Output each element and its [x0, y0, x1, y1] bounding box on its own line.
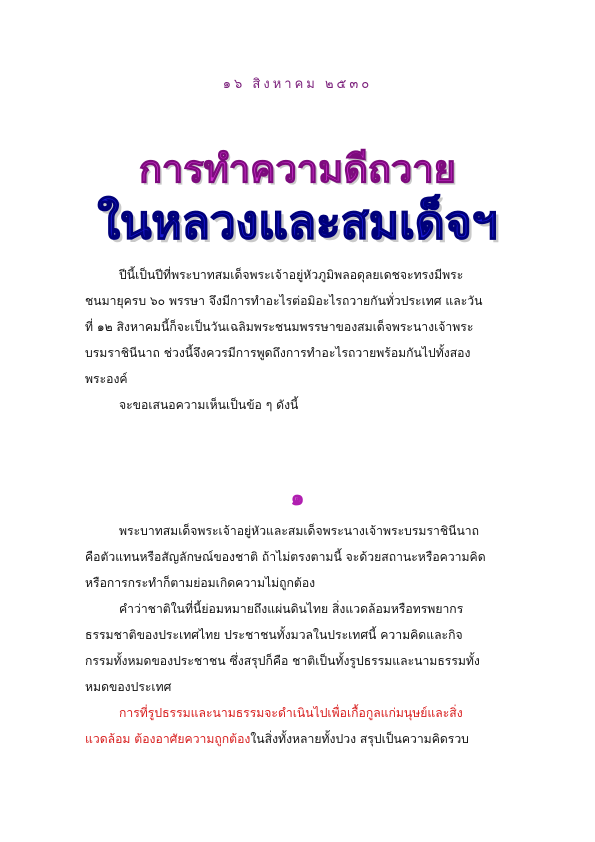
text-line: ธรรมชาติของประเทศไทย ประชาชนทั้งมวลในประเทศนี้ ความคิดและกิจ — [85, 628, 463, 642]
title-line-1: การทำความดีถวาย — [139, 147, 456, 191]
text-line: จะขอเสนอความเห็นเป็นข้อ ๆ ดังนี้ — [119, 398, 299, 412]
section-1-body — [85, 518, 513, 752]
text-line: คำว่าชาติในที่นี้ย่อมหมายถึงแผ่นดินไทย สิ่งแวดล้อมหรือทรพยากร — [119, 602, 464, 616]
text-line — [85, 726, 513, 752]
text-segment: ในสิ่งทั้งหลายทั้งปวง สรุปเป็นความคิดรวบ — [250, 732, 469, 746]
title-line-2: ในหลวงและสมเด็จฯ — [97, 195, 498, 249]
text-line: หรือการกระทำก็ตามย่อมเกิดความไม่ถูกต้อง — [85, 576, 316, 590]
section-number: ๑ — [290, 485, 305, 511]
text-line: ชนมายุครบ ๖๐ พรรษา จึงมีการทำอะไรต่อมิอะไรถวายกันทั่วประเทศ และวัน — [85, 294, 483, 308]
text-line: ปีนี้เป็นปีที่พระบาทสมเด็จพระเจ้าอยู่หัวภูมิพลอดุลยเดชจะทรงมีพระ — [119, 268, 464, 282]
text-line: พระองค์ — [85, 372, 128, 386]
text-line: พระบาทสมเด็จพระเจ้าอยู่หัวและสมเด็จพระนางเจ้าพระบรมราชินีนาถ — [119, 524, 480, 538]
intro-paragraph — [85, 262, 513, 418]
highlighted-text-line: การที่รูปธรรมและนามธรรมจะดำเนินไปเพื่อเกื้อกูลแก่มนุษย์และสิ่ง — [119, 706, 463, 720]
text-line: กรรมทั้งหมดของประชาชน ซึ่งสรุปก็คือ ชาติเป็นทั้งรูปธรรมและนามธรรมทั้ง — [85, 654, 480, 668]
highlighted-text: แวดล้อม ต้องอาศัยความถูกต้อง — [85, 732, 251, 746]
text-line: บรมราชินีนาถ ช่วงนี้จึงควรมีการพูดถึงการทำอะไรถวายพร้อมกันไปทั้งสอง — [85, 346, 471, 360]
text-line: ที่ ๑๒ สิงหาคมนี้ก็จะเป็นวันเฉลิมพระชนมพรรษาของสมเด็จพระนางเจ้าพระ — [85, 320, 474, 334]
date-line: ๑๖ สิงหาคม ๒๕๓๐ — [222, 77, 373, 92]
text-line: หมดของประเทศ — [85, 680, 172, 694]
text-line: คือตัวแทนหรือสัญลักษณ์ของชาติ ถ้าไม่ตรงตามนี้ จะด้วยสถานะหรือความคิด — [85, 550, 486, 564]
